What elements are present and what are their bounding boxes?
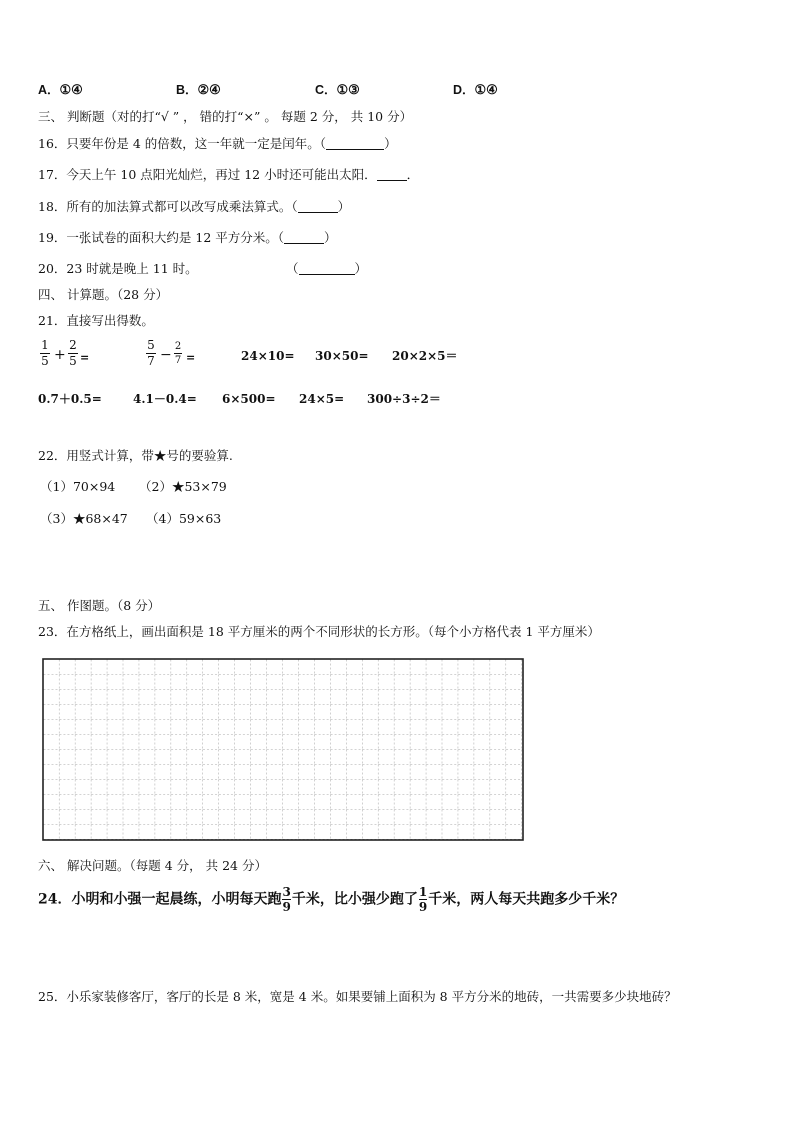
fraction: 2 7 (174, 341, 182, 366)
question-open: （ (286, 261, 299, 276)
question-close: ） (324, 230, 337, 245)
question-close: ） (354, 261, 368, 276)
question-text: 24．小明和小强一起晨练，小明每天跑 (38, 891, 282, 908)
calc-item: （3）★68×47 (40, 511, 128, 526)
fraction: $\frac{3}{9}$ (282, 885, 291, 914)
equals-sign: = (186, 351, 196, 364)
question-17 (38, 167, 419, 183)
answer-blank[interactable] (284, 231, 324, 244)
question-text: 千米，比小强少跑了 (291, 891, 418, 908)
question-text: 千米，两人每天共跑多少千米？ (428, 891, 625, 908)
plus-sign: + (54, 347, 66, 363)
option-letter: C． (315, 83, 337, 97)
question-text: 19．一张试卷的面积大约是 12 平方分米。（ (38, 230, 285, 245)
calc-item: （1）70×94 (40, 479, 116, 494)
answer-blank[interactable] (377, 168, 407, 181)
option-value: ①③ (336, 83, 360, 98)
calc-item: 24×10= (241, 349, 295, 363)
question-20 (38, 261, 198, 277)
option-letter: B． (176, 83, 198, 97)
question-22: 22．用竖式计算，带★号的要验算. (38, 448, 233, 463)
option-a[interactable] (38, 82, 83, 99)
question-16 (38, 136, 397, 152)
calc-item: 30×50= (315, 349, 369, 363)
question-24 (38, 886, 624, 913)
calc-item: 6×500= (222, 392, 276, 406)
question-20-answer (286, 261, 367, 277)
answer-blank[interactable] (326, 137, 384, 150)
question-text: 20．23 时就是晚上 11 时。 (38, 261, 198, 276)
minus-sign: − (160, 347, 172, 363)
option-letter: D． (453, 83, 475, 97)
question-23: 23．在方格纸上，画出面积是 18 平方厘米的两个不同形状的长方形。（每个小方格代表 1 平方厘米） (38, 624, 600, 639)
section4-heading: 四、 计算题。（28 分） (38, 287, 169, 302)
calc-item: 300÷3÷2＝ (367, 392, 441, 406)
fraction: 2 5 (69, 338, 77, 368)
option-b[interactable] (176, 82, 221, 99)
section5-heading: 五、 作图题。（8 分） (38, 598, 161, 613)
equals-sign: = (80, 351, 90, 364)
question-21: 21．直接写出得数。 (38, 313, 154, 328)
fraction: $\frac{1}{9}$ (418, 885, 428, 914)
fraction: 1 5 (41, 338, 49, 368)
calc-item: 4.1－0.4= (133, 392, 197, 406)
section3-heading: 三、 判断题（对的打“√ ” ， 错的打“×” 。 每题 2 分， 共 10 分） (38, 109, 413, 124)
option-value: ①④ (474, 83, 498, 98)
answer-blank[interactable] (298, 200, 338, 213)
option-value: ①④ (59, 83, 83, 98)
question-19 (38, 230, 337, 246)
question-18 (38, 199, 350, 215)
question-text: 17．今天上午 10 点阳光灿烂，再过 12 小时还可能出太阳． (38, 167, 377, 182)
question-text: 18．所有的加法算式都可以改写成乘法算式。（ (38, 199, 298, 214)
option-letter: A． (38, 83, 60, 97)
calc-item: 0.7＋0.5= (38, 392, 102, 406)
option-value: ②④ (197, 83, 221, 98)
question-close: ． (406, 167, 420, 182)
option-d[interactable] (453, 82, 498, 99)
grid-paper[interactable] (42, 658, 525, 841)
question-text: 16．只要年份是 4 的倍数，这一年就一定是闰年。（ (38, 136, 327, 151)
answer-blank[interactable] (299, 262, 355, 275)
calc-item: 20×2×5＝ (392, 349, 458, 363)
section6-heading: 六、 解决问题。（每题 4 分， 共 24 分） (38, 858, 267, 873)
calc-item: （4）59×63 (146, 511, 222, 526)
fraction: 5 7 (147, 338, 155, 368)
question-close: ） (384, 136, 397, 151)
calc-item: （2）★53×79 (139, 479, 227, 494)
calc-item: 24×5= (299, 392, 345, 406)
question-25: 25．小乐家装修客厅，客厅的长是 8 米，宽是 4 米。如果要铺上面积为 8 平方分米的地砖，一共需要多少块地砖？ (38, 989, 677, 1004)
question-close: ） (337, 199, 351, 214)
option-c[interactable] (315, 82, 360, 99)
